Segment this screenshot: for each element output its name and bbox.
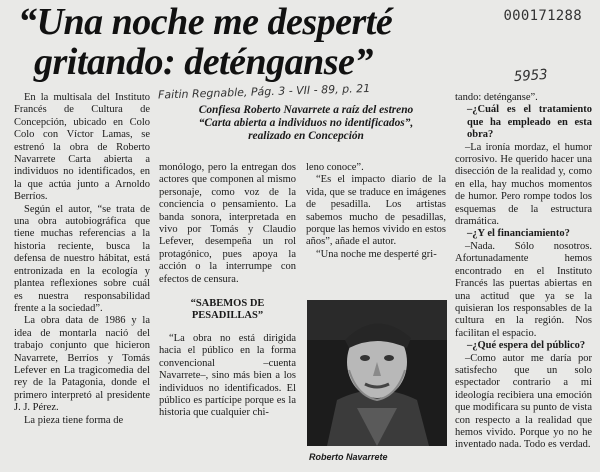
headline-line-1: “Una noche me desperté — [18, 1, 393, 43]
column-3 — [306, 162, 446, 312]
handwritten-source-note: Faitin Regnable, Pág. 3 - VII - 89, p. 21 — [157, 81, 371, 102]
archive-stamp: 000171288 — [503, 8, 582, 24]
portrait-photo — [307, 300, 447, 446]
paragraph: En la multisala del Instituto Francés de Cultura de Concepción, ubicado en Colo Colo con Víctor Lamas, se estrenó la obra de Roberto Navarrete Carta abierta a individuos no identificados, en la que actúa junto a Arnoldo Berríos. — [14, 92, 150, 203]
headline-line-2: gritando: deténganse” — [34, 41, 373, 83]
paragraph: “Una noche me desperté gri- — [316, 248, 437, 260]
paragraph: leno conoce”. — [306, 162, 364, 173]
column-4 — [455, 92, 592, 472]
interview-question: –¿Cuál es el tratamiento que ha empleado en esta obra? — [467, 104, 592, 141]
section-subhead: “SABEMOS DE PESADILLAS” — [190, 298, 265, 322]
paragraph: La obra data de 1986 y la idea de montarla nació del trabajo conjunto que hicieron Navarrete, Berríos y Tomás Lefever en La tragicomedia del rey de la Patagonia, donde el primero interpretó al presidente J. J. Pérez. — [14, 315, 150, 414]
headline — [18, 2, 448, 82]
column-2 — [159, 162, 296, 472]
paragraph: monólogo, pero la entregan dos actores que componen al mismo personaje, como voz de la conciencia o pensamiento. La banda sonora, interpretada en vivo por Tomás y Claudio Lefever, desempeña un rol protagónico, pues apoya la acción o la interrumpe con efectos de censura. — [159, 162, 296, 285]
interview-answer: –Nada. Sólo nosotros. Afortunadamente hemos encontrado en el Instituto Francés las puertas abiertas en una actitud que ya se la quisieran los responsables de la cultura en la región. Nos facilitan el espacio. — [455, 240, 592, 339]
interview-question: –¿Y el financiamiento? — [467, 228, 570, 240]
article-deck — [158, 104, 454, 143]
interview-answer: –Como autor me daría por satisfecho que un solo espectador contrario a mi ideología recibiera una emoción que modificara su punto de vista con respecto a la realidad que hemos vivido. Porque yo no he inventado nada. Todo es verdad. — [455, 352, 592, 451]
column-1 — [14, 92, 150, 470]
paragraph: “Es el impacto diario de la vida, que se traduce en imágenes de pesadilla. Los artistas sabemos mucho de pesadillas, porque las hemos vivido en estos años”, añade el autor. — [306, 174, 446, 248]
deck-line-3: realizado en Concepción — [248, 130, 364, 142]
paragraph: tando: deténganse”. — [455, 92, 538, 103]
interview-question: –¿Qué espera del público? — [467, 340, 586, 352]
deck-line-2: “Carta abierta a individuos no identificados”, — [198, 117, 414, 129]
paragraph: La pieza tiene forma de — [24, 414, 124, 426]
paragraph: “La obra no está dirigida hacia el público en la forma convencional –cuenta Navarrete–, sino más bien a los individuos no identificados. El público es partícipe porque es la historia que cualquier chi- — [159, 332, 296, 419]
interview-answer: –La ironía mordaz, el humor corrosivo. He querido hacer una disección de la realidad y, como en ella, hay muchos momentos de humor. Pero rompe todos los esquemas de la estructura dramática. — [455, 141, 592, 228]
photo-caption: Roberto Navarrete — [309, 452, 388, 462]
portrait-photo-icon — [307, 300, 447, 446]
paragraph: Según el autor, “se trata de una obra autobiográfica que tiene muchas referencias a la historia reciente, busca la defensa de nuestro hábitat, está entronizada en la ecología y plantea reflexiones sobre cuál es nuestra responsabilidad frente a la sociedad”. — [14, 203, 150, 314]
handwritten-number: 5953 — [513, 66, 549, 86]
deck-line-1: Confiesa Roberto Navarrete a raíz del estreno — [198, 104, 414, 116]
